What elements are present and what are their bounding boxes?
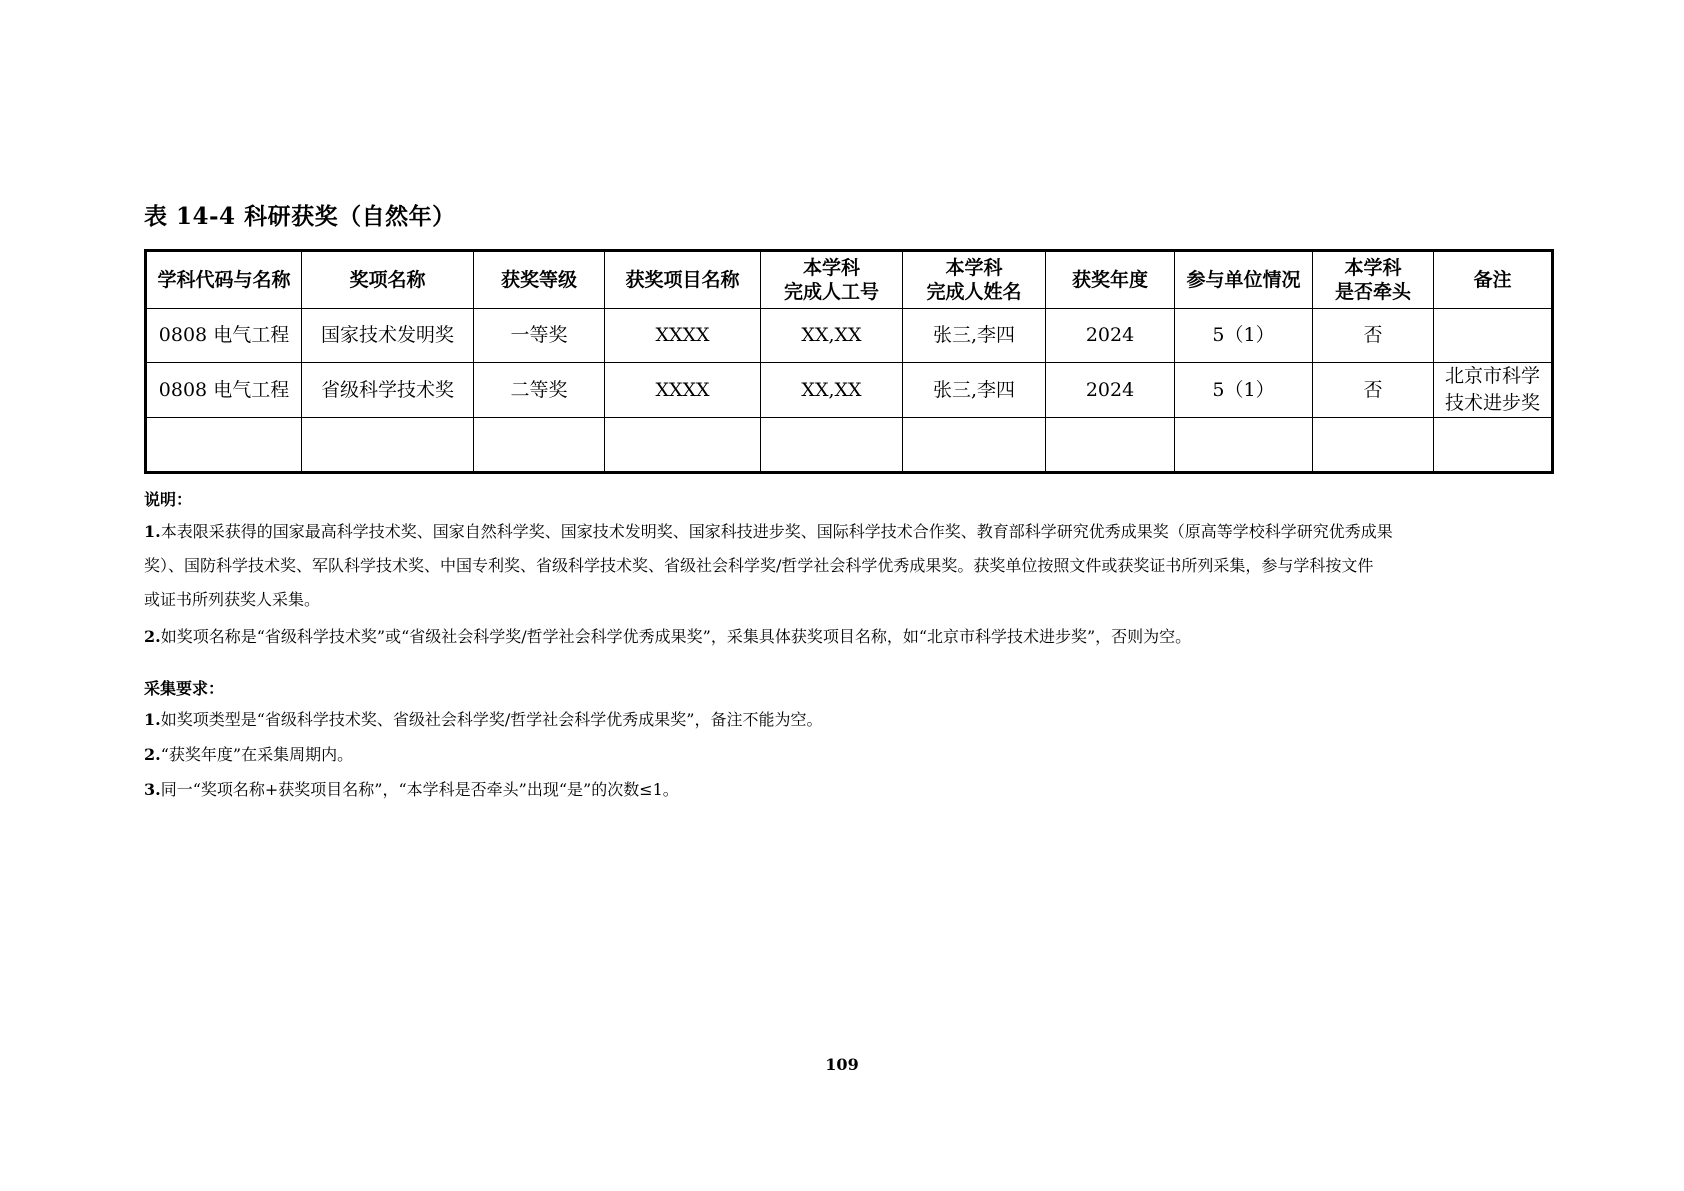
table-cell: 5（1）	[1175, 309, 1313, 363]
table-cell-remarks: 北京市科学技术进步奖	[1434, 363, 1553, 418]
table-cell	[474, 418, 605, 473]
explanation-item-1-line-1: 1.本表限采获得的国家最高科学技术奖、国家自然科学奖、国家技术发明奖、国家科技进步奖、国际科学技术合作奖、教育部科学研究优秀成果奖（原高等学校科学研究优秀成果	[144, 522, 1393, 541]
table-cell: 否	[1313, 309, 1434, 363]
table-cell: XX,XX	[761, 309, 903, 363]
requirement-item-3: 3.同一“奖项名称+获奖项目名称”，“本学科是否牵头”出现“是”的次数≤1。	[144, 780, 679, 799]
page-title: 表 14-4 科研获奖（自然年）	[144, 203, 456, 230]
table-cell: 2024	[1046, 309, 1175, 363]
table-row-empty	[146, 418, 1553, 473]
table-cell: 否	[1313, 363, 1434, 418]
header-participants: 参与单位情况	[1175, 251, 1313, 309]
table-cell: 张三,李四	[903, 363, 1046, 418]
header-award-name: 奖项名称	[302, 251, 474, 309]
table-cell: 省级科学技术奖	[302, 363, 474, 418]
header-staff-name: 本学科 完成人姓名	[903, 251, 1046, 309]
table-cell	[761, 418, 903, 473]
table-cell: 0808 电气工程	[146, 309, 302, 363]
explanation-item-1-line-2: 奖）、国防科学技术奖、军队科学技术奖、中国专利奖、省级科学技术奖、省级社会科学奖/哲学社会科学优秀成果奖。获奖单位按照文件或获奖证书所列采集，参与学科按文件	[144, 556, 1374, 575]
requirement-item-2: 2.“获奖年度”在采集周期内。	[144, 745, 354, 764]
header-project-name: 获奖项目名称	[605, 251, 761, 309]
table-cell: 一等奖	[474, 309, 605, 363]
explanation-item-2: 2.如奖项名称是“省级科学技术奖”或“省级社会科学奖/哲学社会科学优秀成果奖”，采集具体获奖项目名称，如“北京市科学技术进步奖”，否则为空。	[144, 627, 1192, 646]
header-award-level: 获奖等级	[474, 251, 605, 309]
header-award-year: 获奖年度	[1046, 251, 1175, 309]
table-cell	[1175, 418, 1313, 473]
header-discipline: 学科代码与名称	[146, 251, 302, 309]
table-cell	[1434, 309, 1553, 363]
header-remarks: 备注	[1434, 251, 1553, 309]
table-header-row	[146, 251, 1553, 309]
table-cell: 二等奖	[474, 363, 605, 418]
explanation-heading: 说明：	[144, 490, 193, 509]
table-cell: XXXX	[605, 363, 761, 418]
table-row	[146, 309, 1553, 363]
table-cell	[605, 418, 761, 473]
table-cell: 张三,李四	[903, 309, 1046, 363]
table-cell: 2024	[1046, 363, 1175, 418]
table-cell	[146, 418, 302, 473]
header-staff-id: 本学科 完成人工号	[761, 251, 903, 309]
table-cell: XXXX	[605, 309, 761, 363]
table-cell	[903, 418, 1046, 473]
table-cell	[1046, 418, 1175, 473]
requirement-item-1: 1.如奖项类型是“省级科学技术奖、省级社会科学奖/哲学社会科学优秀成果奖”，备注不能为空。	[144, 710, 823, 729]
table-cell	[1434, 418, 1553, 473]
table-cell	[302, 418, 474, 473]
explanation-item-1-line-3: 或证书所列获奖人采集。	[144, 590, 321, 609]
page-number: 109	[825, 1055, 859, 1074]
awards-table	[144, 249, 1554, 474]
header-is-lead: 本学科 是否牵头	[1313, 251, 1434, 309]
table-row	[146, 363, 1553, 418]
table-cell: 国家技术发明奖	[302, 309, 474, 363]
requirements-heading: 采集要求：	[144, 679, 225, 698]
table-cell	[1313, 418, 1434, 473]
table-cell: XX,XX	[761, 363, 903, 418]
table-cell: 0808 电气工程	[146, 363, 302, 418]
table-cell: 5（1）	[1175, 363, 1313, 418]
